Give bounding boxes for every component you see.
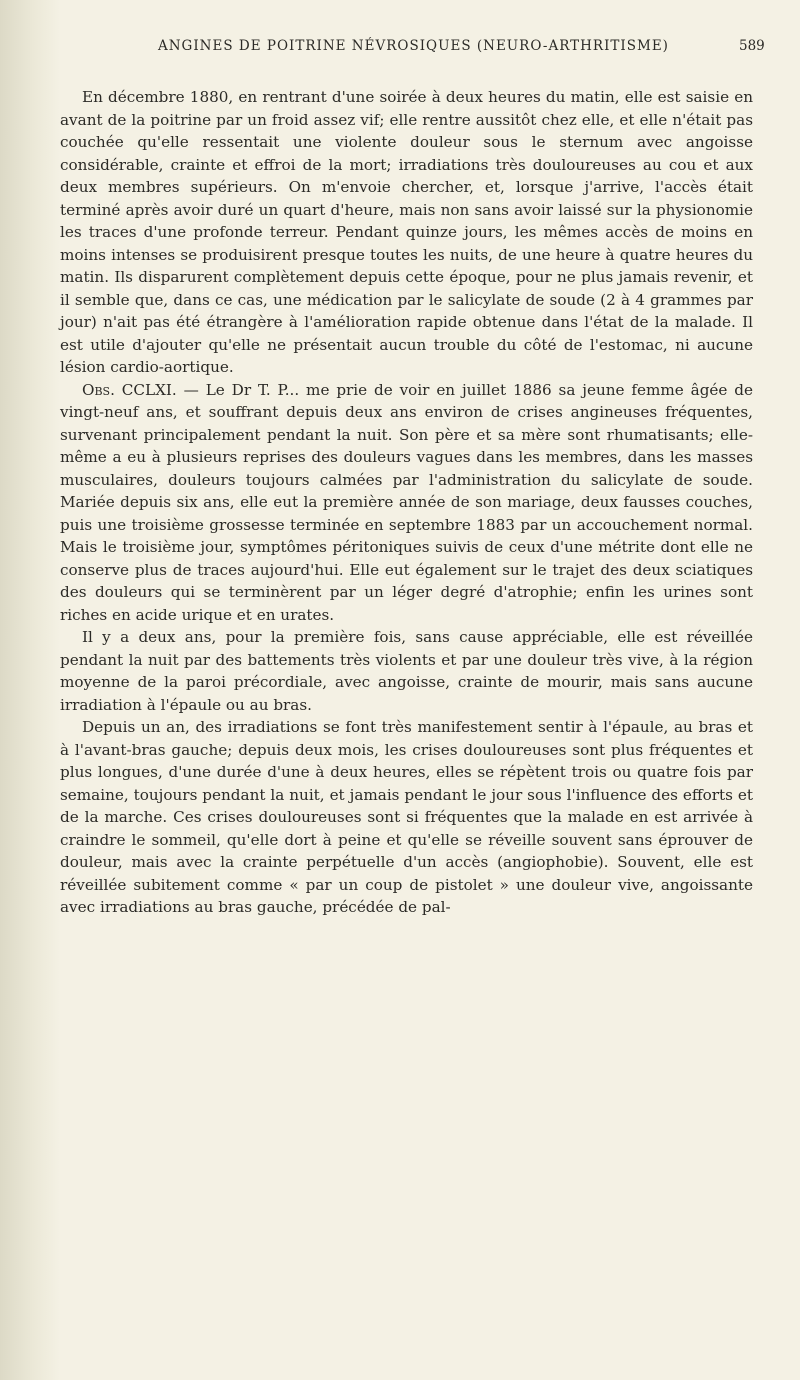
paragraph-1-text: En décembre 1880, en rentrant d'une soirée à deux heures du matin, elle est saisie en avant de la poitrine par un froid assez vif; elle rentre aussitôt chez elle, et elle n'était pas couchée qu'elle ressentait une violente douleur sous le sternum avec angoisse considérable, crainte et effroi de la mort; irradiations très douloureuses au cou et aux deux membres supérieurs. On m'envoie chercher, et, lorsque j'arrive, l'accès était terminé après avoir duré un quart d'heure, mais non sans avoir laissé sur la physionomie les traces d'une profonde terreur. Pendant quinze jours, les mêmes accès de moins en moins intenses se produisirent presque toutes les nuits, de une heure à quatre heures du matin. Ils disparurent complètement depuis cette époque, pour ne plus jamais revenir, et il semble que, dans ce cas, une médication par le salicylate de soude (2 à 4 grammes par jour) n'ait pas été étrangère à l'amélioration rapide obtenue dans l'état de la malade. Il est utile d'ajouter qu'elle ne présentait aucun trouble du côté de l'estomac, ni aucune lésion cardio-aortique. — [60, 88, 753, 376]
page-binding-shadow — [0, 0, 60, 1380]
running-header — [0, 38, 800, 62]
paragraph-4-text: Depuis un an, des irradiations se font très manifestement sentir à l'épaule, au bras et à l'avant-bras gauche; depuis deux mois, les crises douloureuses sont plus fréquentes et plus longues, d'une durée d'une à deux heures, elles se répètent trois ou quatre fois par semaine, toujours pendant la nuit, et jamais pendant le jour sous l'influence des efforts et de la marche. Ces crises douloureuses sont si fréquentes que la malade en est arrivée à craindre le sommeil, qu'elle dort à peine et qu'elle se réveille souvent sans éprouver de douleur, mais avec la crainte perpétuelle d'un accès (angiophobie). Souvent, elle est réveillée subitement comme « par un coup de pistolet » une douleur vive, angoissante avec irradiations au bras gauche, précédée de pal- — [60, 718, 753, 916]
paragraph-1 — [60, 86, 753, 379]
page-number: 589 — [739, 38, 765, 54]
paragraph-2-text: — Le Dr T. P... me prie de voir en juillet 1886 sa jeune femme âgée de vingt-neuf ans, et souffrant depuis deux ans environ de crises angineuses fréquentes, survenant principalement pendant la nuit. Son père et sa mère sont rhumatisants; elle-même a eu à plusieurs reprises des douleurs vagues dans les membres, dans les masses musculaires, douleurs toujours calmées par l'administration du salicylate de soude. Mariée depuis six ans, elle eut la première année de son mariage, deux fausses couches, puis une troisième grossesse terminée en septembre 1883 par un accouchement normal. Mais le troisième jour, symptômes péritoniques suivis de ceux d'une métrite dont elle ne conserve plus de traces aujourd'hui. Elle eut également sur le trajet des deux sciatiques des douleurs qui se terminèrent par un léger degré d'atrophie; enfin les urines sont riches en acide urique et en urates. — [60, 380, 753, 624]
running-title: ANGINES DE POITRINE NÉVROSIQUES (NEURO-ARTHRITISME) — [158, 38, 669, 54]
paragraph-2-observation — [60, 379, 753, 627]
paragraph-3-text: Il y a deux ans, pour la première fois, sans cause appréciable, elle est réveillée pendant la nuit par des battements très violents et par une douleur très vive, à la région moyenne de la paroi précordiale, avec angoisse, crainte de mourir, mais sans aucune irradiation à l'épaule ou au bras. — [60, 628, 753, 714]
paragraph-4 — [60, 716, 753, 919]
paragraph-3 — [60, 626, 753, 716]
body-text — [60, 86, 753, 919]
observation-label: Obs. CCLXI. — [82, 380, 177, 399]
